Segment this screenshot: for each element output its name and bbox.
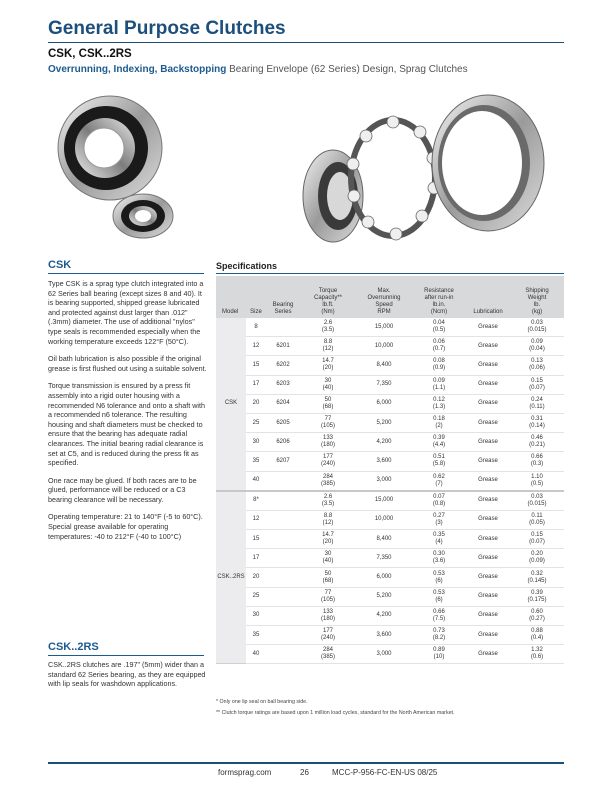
bearing-cell: [266, 530, 300, 549]
csk-description: [48, 279, 208, 549]
model-cell: CSK: [216, 318, 246, 491]
col-header-resistance: Resistance after run-in lb.in. (Ncm): [412, 276, 466, 318]
weight-cell: 0.20 (0.09): [510, 549, 564, 568]
table-row: [216, 413, 564, 432]
bearing-cell: [266, 606, 300, 625]
speed-cell: 6,000: [356, 568, 412, 587]
col-header-torque: Torque Capacity** lb.ft. (Nm): [300, 276, 356, 318]
lubrication-cell: Grease: [466, 587, 510, 606]
table-row: [216, 356, 564, 375]
table-row: [216, 471, 564, 491]
csk2rs-heading: CSK..2RS: [48, 641, 99, 653]
resistance-cell: 0.89 (10): [412, 645, 466, 664]
torque-cell: 14.7 (20): [300, 356, 356, 375]
weight-cell: 0.88 (0.4): [510, 626, 564, 645]
speed-cell: 8,400: [356, 356, 412, 375]
weight-cell: 1.32 (0.6): [510, 645, 564, 664]
resistance-cell: 0.30 (3.6): [412, 549, 466, 568]
torque-cell: 77 (105): [300, 413, 356, 432]
lubrication-cell: Grease: [466, 394, 510, 413]
lubrication-cell: Grease: [466, 549, 510, 568]
weight-cell: 0.15 (0.07): [510, 375, 564, 394]
weight-cell: 0.39 (0.175): [510, 587, 564, 606]
table-row: [216, 318, 564, 337]
col-header-bearing: Bearing Series: [266, 276, 300, 318]
bearing-cell: [266, 626, 300, 645]
tagline-strong: Overrunning, Indexing, Backstopping: [48, 64, 227, 75]
size-cell: 40: [246, 645, 266, 664]
size-cell: 8: [246, 318, 266, 337]
lubrication-cell: Grease: [466, 530, 510, 549]
size-cell: 25: [246, 587, 266, 606]
lubrication-cell: Grease: [466, 471, 510, 491]
resistance-cell: 0.53 (6): [412, 587, 466, 606]
torque-cell: 50 (68): [300, 568, 356, 587]
col-header-lubrication: Lubrication: [466, 276, 510, 318]
speed-cell: 10,000: [356, 337, 412, 356]
lubrication-cell: Grease: [466, 568, 510, 587]
table-row: [216, 645, 564, 664]
csk2rs-heading-rule: [48, 655, 204, 656]
torque-cell: 50 (68): [300, 394, 356, 413]
size-cell: 15: [246, 356, 266, 375]
resistance-cell: 0.09 (1.1): [412, 375, 466, 394]
weight-cell: 0.03 (0.015): [510, 491, 564, 511]
size-cell: 20: [246, 394, 266, 413]
col-header-size: Size: [246, 276, 266, 318]
table-row: [216, 394, 564, 413]
torque-cell: 8.8 (12): [300, 337, 356, 356]
table-row: [216, 530, 564, 549]
csk-paragraph: One race may be glued. If both races are to be glued, performance will be reduced or a C3 bearing clearance will be necessary.: [48, 475, 197, 504]
lubrication-cell: Grease: [466, 356, 510, 375]
bearing-cell: [266, 549, 300, 568]
lubrication-cell: Grease: [466, 318, 510, 337]
speed-cell: 7,350: [356, 549, 412, 568]
csk2rs-paragraph: CSK..2RS clutches are .197" (5mm) wider than a standard 62 Series bearing, as they are equipped with lip seals for washdown applications.: [48, 660, 206, 689]
csk-heading: CSK: [48, 259, 72, 271]
torque-cell: 284 (385): [300, 471, 356, 491]
table-header-row: [216, 276, 564, 318]
tagline-rest: Bearing Envelope (62 Series) Design, Sprag Clutches: [226, 64, 468, 75]
torque-cell: 2.6 (3.5): [300, 491, 356, 511]
table-row: [216, 433, 564, 452]
size-cell: 20: [246, 568, 266, 587]
size-cell: 15: [246, 530, 266, 549]
weight-cell: 0.03 (0.015): [510, 318, 564, 337]
specifications-heading: Specifications: [216, 261, 278, 271]
torque-cell: 30 (40): [300, 549, 356, 568]
table-row: [216, 606, 564, 625]
csk-heading-rule: [48, 273, 204, 274]
size-cell: 17: [246, 375, 266, 394]
page-title: General Purpose Clutches: [48, 18, 286, 39]
weight-cell: 0.60 (0.27): [510, 606, 564, 625]
torque-cell: 133 (180): [300, 606, 356, 625]
csk-paragraph: Torque transmission is ensured by a press fit assembly into a rigid outer housing with a recommended N6 tolerance and onto a shaft with a recommended n6 tolerance. The resulting housing and shaft diameters must be checked to ensure that the bearing has adequate radial clearances. The initial bearing radial clearance is set at C5, and is reduced during the press fit as specified.: [48, 381, 206, 468]
resistance-cell: 0.51 (5.8): [412, 452, 466, 471]
torque-cell: 30 (40): [300, 375, 356, 394]
col-header-speed: Max. Overrunning Speed RPM: [356, 276, 412, 318]
bearing-cell: [266, 568, 300, 587]
footer-doc-code: MCC-P-956-FC-EN-US 08/25: [332, 768, 438, 777]
size-cell: 25: [246, 413, 266, 432]
table-row: [216, 491, 564, 511]
table-row: [216, 375, 564, 394]
size-cell: 35: [246, 452, 266, 471]
product-tagline: [48, 64, 468, 75]
weight-cell: 0.11 (0.05): [510, 510, 564, 529]
speed-cell: 4,200: [356, 606, 412, 625]
speed-cell: 5,200: [356, 587, 412, 606]
resistance-cell: 0.12 (1.3): [412, 394, 466, 413]
bearing-cell: [266, 510, 300, 529]
specifications-body: [216, 318, 564, 664]
bearing-cell: 6201: [266, 337, 300, 356]
table-row: [216, 626, 564, 645]
bearing-cell: [266, 587, 300, 606]
resistance-cell: 0.06 (0.7): [412, 337, 466, 356]
speed-cell: 3,600: [356, 626, 412, 645]
weight-cell: 0.24 (0.11): [510, 394, 564, 413]
resistance-cell: 0.07 (0.8): [412, 491, 466, 511]
specifications-table: [216, 276, 564, 664]
size-cell: 30: [246, 433, 266, 452]
speed-cell: 4,200: [356, 433, 412, 452]
speed-cell: 15,000: [356, 318, 412, 337]
resistance-cell: 0.39 (4.4): [412, 433, 466, 452]
speed-cell: 3,600: [356, 452, 412, 471]
resistance-cell: 0.66 (7.5): [412, 606, 466, 625]
lubrication-cell: Grease: [466, 337, 510, 356]
size-cell: 12: [246, 337, 266, 356]
size-cell: 8*: [246, 491, 266, 511]
footnote-seal: * Only one lip seal on ball bearing side.: [216, 699, 308, 705]
col-header-model: Model: [216, 276, 246, 318]
bearing-cell: [266, 491, 300, 511]
lubrication-cell: Grease: [466, 626, 510, 645]
resistance-cell: 0.73 (8.2): [412, 626, 466, 645]
weight-cell: 0.32 (0.145): [510, 568, 564, 587]
bearing-cell: [266, 318, 300, 337]
table-row: [216, 568, 564, 587]
table-row: [216, 510, 564, 529]
clutch-bearing-photo: [48, 88, 564, 253]
product-subtitle: CSK, CSK..2RS: [48, 48, 132, 60]
table-row: [216, 549, 564, 568]
footer-website[interactable]: formsprag.com: [218, 768, 272, 777]
weight-cell: 0.15 (0.07): [510, 530, 564, 549]
model-cell: CSK..2RS: [216, 491, 246, 664]
resistance-cell: 0.53 (6): [412, 568, 466, 587]
bearing-cell: 6204: [266, 394, 300, 413]
lubrication-cell: Grease: [466, 452, 510, 471]
bearing-cell: 6205: [266, 413, 300, 432]
specifications-rule: [216, 273, 564, 274]
speed-cell: 5,200: [356, 413, 412, 432]
bearing-cell: 6203: [266, 375, 300, 394]
bearing-cell: 6207: [266, 452, 300, 471]
bearing-cell: 6202: [266, 356, 300, 375]
bearing-cell: 6206: [266, 433, 300, 452]
torque-cell: 177 (240): [300, 626, 356, 645]
weight-cell: 0.13 (0.06): [510, 356, 564, 375]
weight-cell: 0.66 (0.3): [510, 452, 564, 471]
speed-cell: 8,400: [356, 530, 412, 549]
torque-cell: 133 (180): [300, 433, 356, 452]
torque-cell: 177 (240): [300, 452, 356, 471]
speed-cell: 7,350: [356, 375, 412, 394]
size-cell: 17: [246, 549, 266, 568]
bearing-cell: [266, 645, 300, 664]
torque-cell: 8.8 (12): [300, 510, 356, 529]
speed-cell: 15,000: [356, 491, 412, 511]
resistance-cell: 0.04 (0.5): [412, 318, 466, 337]
lubrication-cell: Grease: [466, 491, 510, 511]
col-header-weight: Shipping Weight lb. (kg): [510, 276, 564, 318]
resistance-cell: 0.27 (3): [412, 510, 466, 529]
csk-paragraph: Operating temperature: 21 to 140°F (-5 to 60°C). Special grease available for operating temperatures: -40 to 212°F (-40 to 100°C): [48, 512, 203, 541]
table-row: [216, 452, 564, 471]
speed-cell: 6,000: [356, 394, 412, 413]
weight-cell: 0.46 (0.21): [510, 433, 564, 452]
torque-cell: 284 (385): [300, 645, 356, 664]
torque-cell: 77 (105): [300, 587, 356, 606]
table-row: [216, 587, 564, 606]
lubrication-cell: Grease: [466, 375, 510, 394]
bearing-cell: [266, 471, 300, 491]
csk-paragraph: Type CSK is a sprag type clutch integrated into a 62 Series ball bearing (except sizes 8 and 40). It is bearing supported, shipped grease lubricated and protected against dust larger than .012" (.3mm) diameter. The use of additional "nylos" type seals is recommended especially when the working temperature exceeds 122°F (50°C).: [48, 279, 204, 346]
torque-cell: 14.7 (20): [300, 530, 356, 549]
lubrication-cell: Grease: [466, 510, 510, 529]
table-row: [216, 337, 564, 356]
weight-cell: 0.31 (0.14): [510, 413, 564, 432]
lubrication-cell: Grease: [466, 606, 510, 625]
speed-cell: 10,000: [356, 510, 412, 529]
csk2rs-description: [48, 660, 208, 697]
resistance-cell: 0.35 (4): [412, 530, 466, 549]
resistance-cell: 0.08 (0.9): [412, 356, 466, 375]
weight-cell: 1.10 (0.5): [510, 471, 564, 491]
torque-cell: 2.6 (3.5): [300, 318, 356, 337]
size-cell: 35: [246, 626, 266, 645]
weight-cell: 0.09 (0.04): [510, 337, 564, 356]
speed-cell: 3,000: [356, 471, 412, 491]
size-cell: 40: [246, 471, 266, 491]
title-rule: [48, 42, 564, 43]
lubrication-cell: Grease: [466, 645, 510, 664]
lubrication-cell: Grease: [466, 433, 510, 452]
size-cell: 30: [246, 606, 266, 625]
lubrication-cell: Grease: [466, 413, 510, 432]
resistance-cell: 0.18 (2): [412, 413, 466, 432]
size-cell: 12: [246, 510, 266, 529]
speed-cell: 3,000: [356, 645, 412, 664]
csk-paragraph: Oil bath lubrication is also possible if the original grease is first flushed out using a suitable solvent.: [48, 354, 207, 373]
footnote-torque: ** Clutch torque ratings are based upon 1 million load cycles, standard for the North American market.: [216, 710, 455, 716]
footer-page-number: 26: [300, 768, 309, 777]
resistance-cell: 0.62 (7): [412, 471, 466, 491]
footer-rule: [48, 762, 564, 764]
